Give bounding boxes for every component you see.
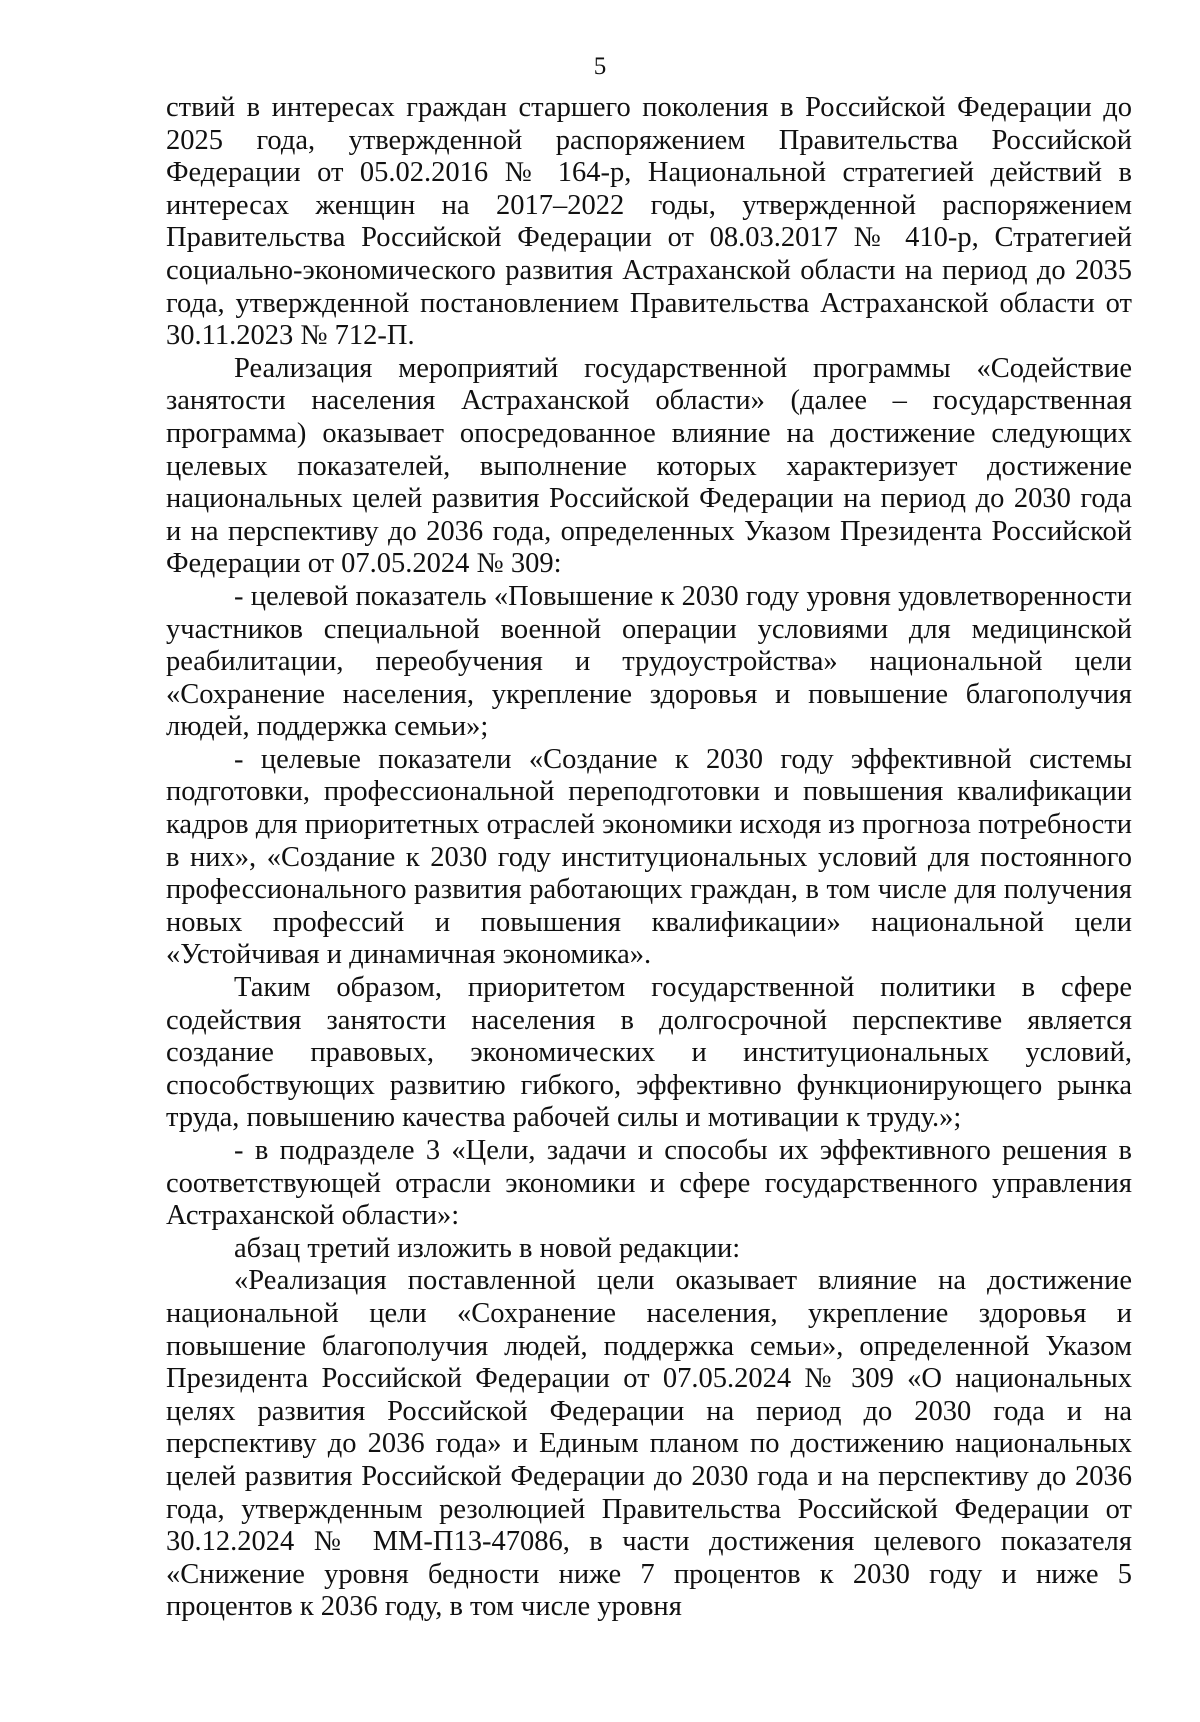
document-body: [166, 92, 1132, 1624]
list-item-subsection-3: - в подразделе 3 «Цели, задачи и способы их эффективного решения в соответствующей отрасли экономики и сфере государственного управления Астраханской области»:: [166, 1135, 1132, 1232]
paragraph-policy-priority: Таким образом, приоритетом государственной политики в сфере содействия занятости населения в долгосрочной перспективе является создание правовых, экономических и институциональных условий, способствующих развитию гибкого, эффективно функционирующего рынка труда, повышению качества рабочей силы и мотивации к труду.»;: [166, 972, 1132, 1134]
paragraph-program-impact: Реализация мероприятий государственной программы «Содействие занятости населения Астраханской области» (далее – государственная программа) оказывает опосредованное влияние на достижение следующих целевых показателей, выполнение которых характеризует достижение национальных целей развития Российской Федерации на период до 2030 года и на перспективу до 2036 года, определенных Указом Президента Российской Федерации от 07.05.2024 № 309:: [166, 352, 1132, 580]
page-number: 5: [593, 53, 607, 80]
list-item-economy-indicators: - целевые показатели «Создание к 2030 году эффективной системы подготовки, профессиональной переподготовки и повышения квалификации кадров для приоритетных отраслей экономики исходя из прогноза потребности в них», «Создание к 2030 году институциональных условий для постоянного профессионального развития работающих граждан, в том числе для получения новых профессий и повышения квалификации» национальной цели «Устойчивая и динамичная экономика».: [166, 743, 1132, 971]
paragraph-new-wording: «Реализация поставленной цели оказывает влияние на достижение национальной цели «Сохранение населения, укрепление здоровья и повышение благополучия людей, поддержка семьи», определенной Указом Президента Российской Федерации от 07.05.2024 № 309 «О национальных целях развития Российской Федерации на период до 2030 года и на перспективу до 2036 года» и Единым планом по достижению национальных целей развития Российской Федерации до 2030 года и на перспективу до 2036 года, утвержденным резолюцией Правительства Российской Федерации от 30.12.2024 № ММ-П13-47086, в части достижения целевого показателя «Снижение уровня бедности ниже 7 процентов к 2030 году и ниже 5 процентов к 2036 году, в том числе уровня: [166, 1265, 1132, 1623]
paragraph-amendment-instruction: абзац третий изложить в новой редакции:: [234, 1232, 741, 1264]
paragraph-continuation: ствий в интересах граждан старшего поколения в Российской Федерации до 2025 года, утвержденной распоряжением Правительства Российской Федерации от 05.02.2016 № 164-р, Национальной стратегией действий в интересах женщин на 2017–2022 годы, утвержденной распоряжением Правительства Российской Федерации от 08.03.2017 № 410-р, Стратегией социально-экономического развития Астраханской области на период до 2035 года, утвержденной постановлением Правительства Астраханской области от 30.11.2023 № 712-П.: [166, 92, 1132, 352]
list-item-svo-indicator: - целевой показатель «Повышение к 2030 году уровня удовлетворенности участников специальной военной операции условиями для медицинской реабилитации, переобучения и трудоустройства» национальной цели «Сохранение населения, укрепление здоровья и повышение благополучия людей, поддержка семьи»;: [166, 580, 1132, 743]
